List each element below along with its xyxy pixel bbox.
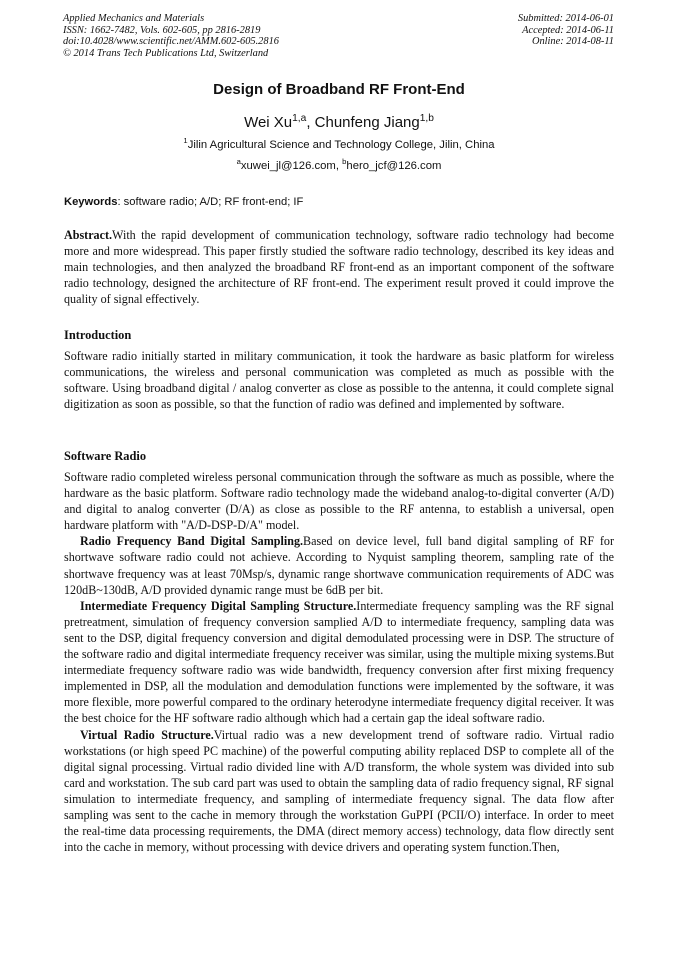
accepted-date: Accepted: 2014-06-11: [522, 24, 614, 36]
email-address: hero_jcf@126.com: [346, 160, 442, 172]
section-heading-software-radio: Software Radio: [64, 449, 147, 463]
keywords-text: : software radio; A/D; RF front-end; IF: [117, 196, 304, 208]
online-date: Online: 2014-08-11: [531, 36, 614, 48]
rf-sampling-label: Radio Frequency Band Digital Sampling.: [80, 534, 304, 549]
email-line: [0, 157, 678, 172]
affiliation-text: Jilin Agricultural Science and Technology College, Jilin, China: [187, 139, 495, 151]
abstract-label: Abstract.: [64, 228, 113, 242]
abstract-text: With the rapid development of communication technology, software radio technology had become more and more widespread. This paper firstly studied the software radio technology, described its key ideas and main technologies, and then analyzed the broadband RF front-end as an important component of the software radio technology, designed the architecture of RF front-end. The experiment result proved it could improve the quality of signal effectively.: [64, 228, 614, 307]
publication-info: [63, 13, 279, 59]
software-radio-section: [64, 469, 614, 855]
author-superscript: 1,b: [419, 113, 434, 124]
submitted-date: Submitted: 2014-06-01: [517, 13, 614, 24]
email-superscript: a: [236, 157, 241, 167]
introduction-paragraph: [64, 348, 614, 412]
if-sampling-paragraph: [64, 598, 614, 727]
issn-line: ISSN: 1662-7482, Vols. 602-605, pp 2816-2819: [63, 24, 261, 36]
author-line: [0, 114, 678, 131]
author-name: Wei Xu: [244, 114, 293, 131]
affiliation-superscript: 1: [183, 136, 188, 146]
abstract-paragraph: [64, 227, 614, 307]
section-heading-introduction: Introduction: [64, 328, 132, 342]
software-radio-intro: Software radio completed wireless personal communication through the software as much as possible, where the hardware as the basic platform. Software radio technology made the wideband analog-to-digital converter (A/D) and digital to analog converter (D/A) as close as possible to the RF antenna, to establish a universal, open hardware platform with "A/D-DSP-D/A" model.: [64, 470, 614, 533]
doi-line: doi:10.4028/www.scientific.net/AMM.602-605.2816: [63, 36, 279, 48]
author-name: Chunfeng Jiang: [314, 114, 420, 131]
rf-sampling-paragraph: [64, 533, 614, 597]
paper-title: Design of Broadband RF Front-End: [213, 81, 465, 98]
rf-sampling-text: Based on device level, full band digital sampling of RF for shortwave software radio could not achieve. According to Nyquist sampling theorem, sampling rate of the shortwave frequency was at least 70Msp/s, dynamic range shortwave communication requirements of ADC was 120dB~130dB, A/D provided dynamic range must be 6dB per bit.: [64, 534, 614, 597]
if-sampling-text: Intermediate frequency sampling was the RF signal pretreatment, simulation of frequency conversion samplied A/D to intermediate frequency, sampling data was sent to the DSP, digital frequency conversion and digital demodulated processing were in DSP. The structure of the software radio and digital intermediate frequency receiver was similar, using the multiple mixing systems.But intermediate frequency software radio was wide bandwidth, frequency conversion after first mixing frequency implemented in DSP, all the modulation and demodulation functions were implemented by the software, it was more flexible, more powerful compared to the ordinary heterodyne intermediate frequency digital receiver. It was the best choice for the HF software radio although which had a certain gap the ideal software radio.: [64, 598, 614, 726]
virtual-radio-paragraph: [64, 727, 614, 856]
journal-name: Applied Mechanics and Materials: [63, 13, 205, 24]
if-sampling-label: Intermediate Frequency Digital Sampling Structure.: [80, 598, 357, 613]
email-address: xuwei_jl@126.com,: [240, 160, 343, 172]
publication-dates: [518, 13, 614, 48]
author-superscript: 1,a: [292, 113, 307, 124]
copyright-line: © 2014 Trans Tech Publications Ltd, Switzerland: [63, 47, 269, 59]
virtual-radio-label: Virtual Radio Structure.: [80, 727, 214, 742]
keywords-label: Keywords: [64, 196, 118, 208]
keywords-line: [64, 196, 616, 208]
introduction-text: Software radio initially started in military communication, it took the hardware as basic platform for wireless communications, the wireless and personal communication was completed as much as possible with the software. Using broadband digital / analog converter as close as possible to the antenna, it could complete signal digitization as soon as possible, so that the function of radio was defined and implemented by software.: [64, 349, 614, 412]
affiliation: [0, 136, 678, 151]
email-superscript: b: [342, 157, 347, 167]
virtual-radio-text: Virtual radio was a new development trend of software radio. Virtual radio workstations (or high speed PC machine) of the powerful computing ability replaced DSP to complete all of the digital signal processing. Virtual radio divided line with A/D transform, the whole system was divided into sub card and workstation. The sub card part was used to obtain the sampling data of radio frequency signal, RF signal simulation to intermediate frequency, and sampling of intermediate frequency signal. The data flow after sampling was sent to the cache in memory through the workstation GuPPI (PCII/O) interface. In order to meet the real-time data processing requirements, the DMA (direct memory access) technology, data flow directly sent into the cache in memory, without processing with device drivers and operating system function.Then,: [64, 727, 614, 855]
author-separator: ,: [306, 114, 315, 131]
